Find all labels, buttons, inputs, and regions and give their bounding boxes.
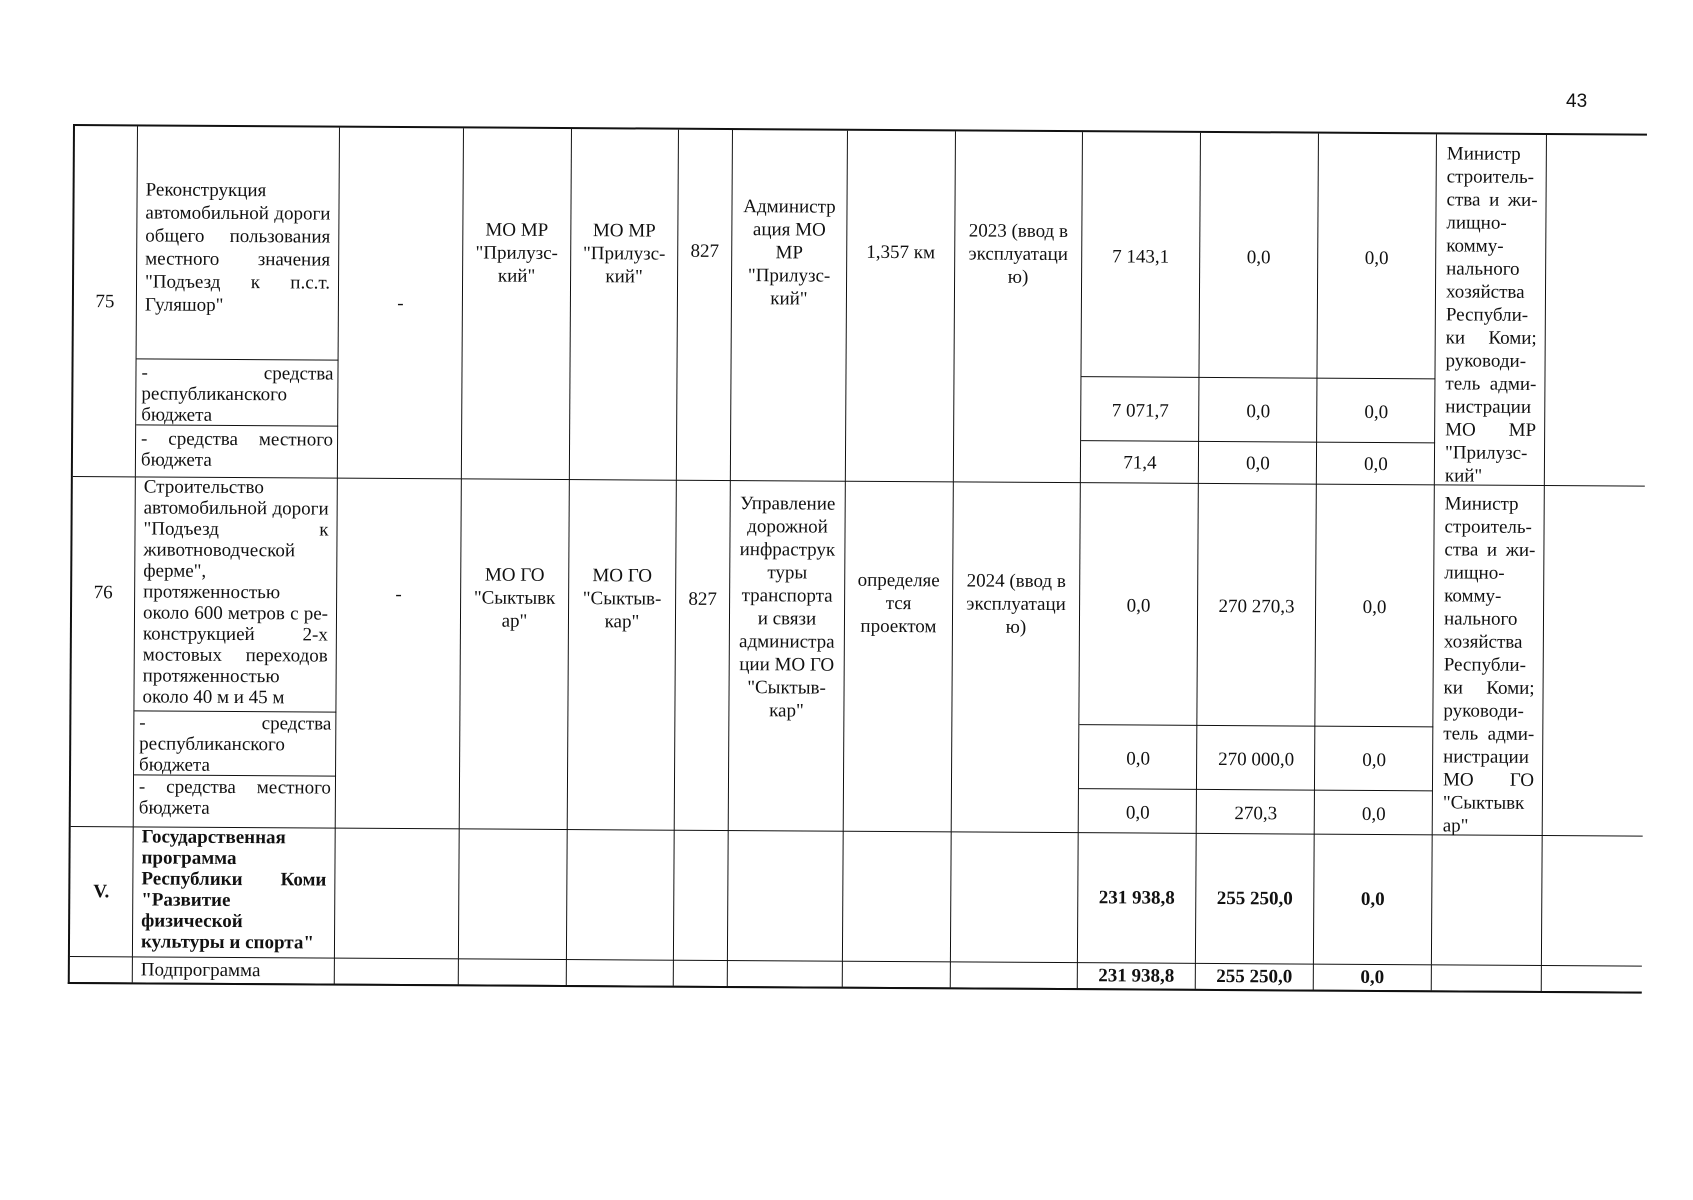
responsible-cell: Министр строитель-ства и жи-лищно-комму-нального хозяйства Республи-ки Коми; руководи-тель адми-нистрации МО МР "Прилузс-кий": [1435, 134, 1547, 485]
executor-cell: [728, 830, 844, 961]
sub-local-2023: 0,0: [1125, 802, 1150, 824]
term-cell: 2024 (ввод в эксплуатаци ю): [952, 481, 1081, 832]
capacity-cell: определяе тся проектом: [844, 481, 954, 832]
row-number: 75: [73, 126, 138, 476]
code-cell: [674, 830, 729, 960]
sub-local-2023: 71,4: [1123, 452, 1157, 474]
term-cell: [951, 831, 1079, 962]
customer-cell: [567, 959, 674, 986]
municipality-cell: МО ГО "Сыктывк ар": [460, 478, 570, 829]
program-name: Государственная программа Республики Коми "Развитие физической культуры и спорта": [133, 826, 336, 957]
executor-cell: [728, 960, 843, 987]
sub-republican-2025: 0,0: [1362, 749, 1387, 772]
sub-republican-label: - средства республиканского бюджета: [141, 362, 334, 426]
value-2025: 0,0: [1317, 134, 1437, 485]
row-number: [70, 956, 133, 982]
code-cell: [674, 960, 728, 986]
sub-republican-2023: 0,0: [1126, 748, 1151, 770]
responsible-cell: Министр строитель-ства и жи-лищно-комму-нального хозяйства Республи-ки Коми; руководи-тель адми-нистрации МО ГО "Сыктывк ар": [1433, 484, 1545, 835]
budget-table: [68, 124, 1647, 994]
value-2024: 255 250,0: [1196, 833, 1315, 964]
object-name: Строительство автомобильной дороги "Подъезд к животноводческой ферме", протяженностью около 600 метров с ре-конструкцией 2-х мостовых переходов протяженностью около 40 м и 45 м: [134, 476, 338, 827]
municipality-cell: [459, 828, 568, 959]
value-2024: 0,0: [1199, 133, 1319, 484]
value-2023: 231 938,8: [1078, 962, 1196, 989]
value-2025: 0,0: [1314, 964, 1432, 991]
sub-republican-2023: 7 071,7: [1111, 400, 1169, 422]
term-cell: 2023 (ввод в эксплуатаци ю): [954, 131, 1083, 482]
value-2025: 0,0: [1314, 834, 1433, 965]
value-2025: 0,0: [1315, 484, 1435, 835]
row-number: 76: [71, 476, 136, 826]
capacity-cell: 1,357 км: [846, 131, 956, 482]
table-row-program: [70, 826, 1643, 966]
customer-cell: [567, 829, 675, 960]
executor-cell: Администр ация МО МР "Прилузс-кий": [731, 130, 848, 481]
object-name: Реконструкция автомобильной дороги общего пользования местного значения "Подъезд к п.с.т. Гуляшор": [136, 126, 340, 477]
responsible-cell: [1432, 964, 1542, 991]
value-2024: 270 270,3: [1197, 483, 1317, 834]
sub-republican-2024: 0,0: [1246, 401, 1271, 423]
term-cell: [951, 961, 1078, 988]
sub-republican-label: - средства республиканского бюджета: [139, 712, 332, 776]
code-cell: 827: [675, 480, 731, 830]
dash-cell: -: [336, 478, 462, 829]
municipality-cell: МО МР "Прилузс-кий": [462, 128, 572, 479]
capacity-cell: [843, 831, 952, 962]
dash-cell: [335, 958, 459, 985]
sub-republican-2024: 270 000,0: [1218, 749, 1295, 771]
capacity-cell: [843, 961, 951, 988]
responsible-cell: [1432, 834, 1543, 965]
sub-local-2024: 0,0: [1246, 453, 1270, 475]
page-number: 43: [1566, 91, 1588, 112]
municipality-cell: [459, 958, 567, 985]
row-number: V.: [70, 826, 134, 956]
sub-local-2025: 0,0: [1361, 803, 1386, 826]
dash-cell: [335, 828, 460, 959]
sub-republican-2025: 0,0: [1364, 401, 1389, 424]
customer-cell: МО МР "Прилузс-кий": [570, 129, 679, 480]
dash-cell: -: [338, 128, 464, 479]
executor-cell: Управление дорожной инфраструк туры транспорта и связи администра ции МО ГО "Сыктыв-кар": [729, 480, 846, 831]
value-2023: 231 938,8: [1078, 832, 1197, 963]
value-2024: 255 250,0: [1196, 963, 1314, 990]
customer-cell: МО ГО "Сыктыв-кар": [568, 479, 677, 830]
value-2023: 7 143,1: [1081, 132, 1201, 483]
code-cell: 827: [677, 130, 733, 480]
sub-local-label: - средства местного бюджета: [140, 428, 334, 471]
sub-local-2024: 270,3: [1234, 803, 1278, 825]
value-2023: 0,0: [1079, 482, 1199, 833]
sub-local-label: - средства местного бюджета: [138, 776, 332, 819]
subprogram-name: Подпрограмма: [133, 956, 335, 983]
sub-local-2025: 0,0: [1364, 453, 1388, 476]
